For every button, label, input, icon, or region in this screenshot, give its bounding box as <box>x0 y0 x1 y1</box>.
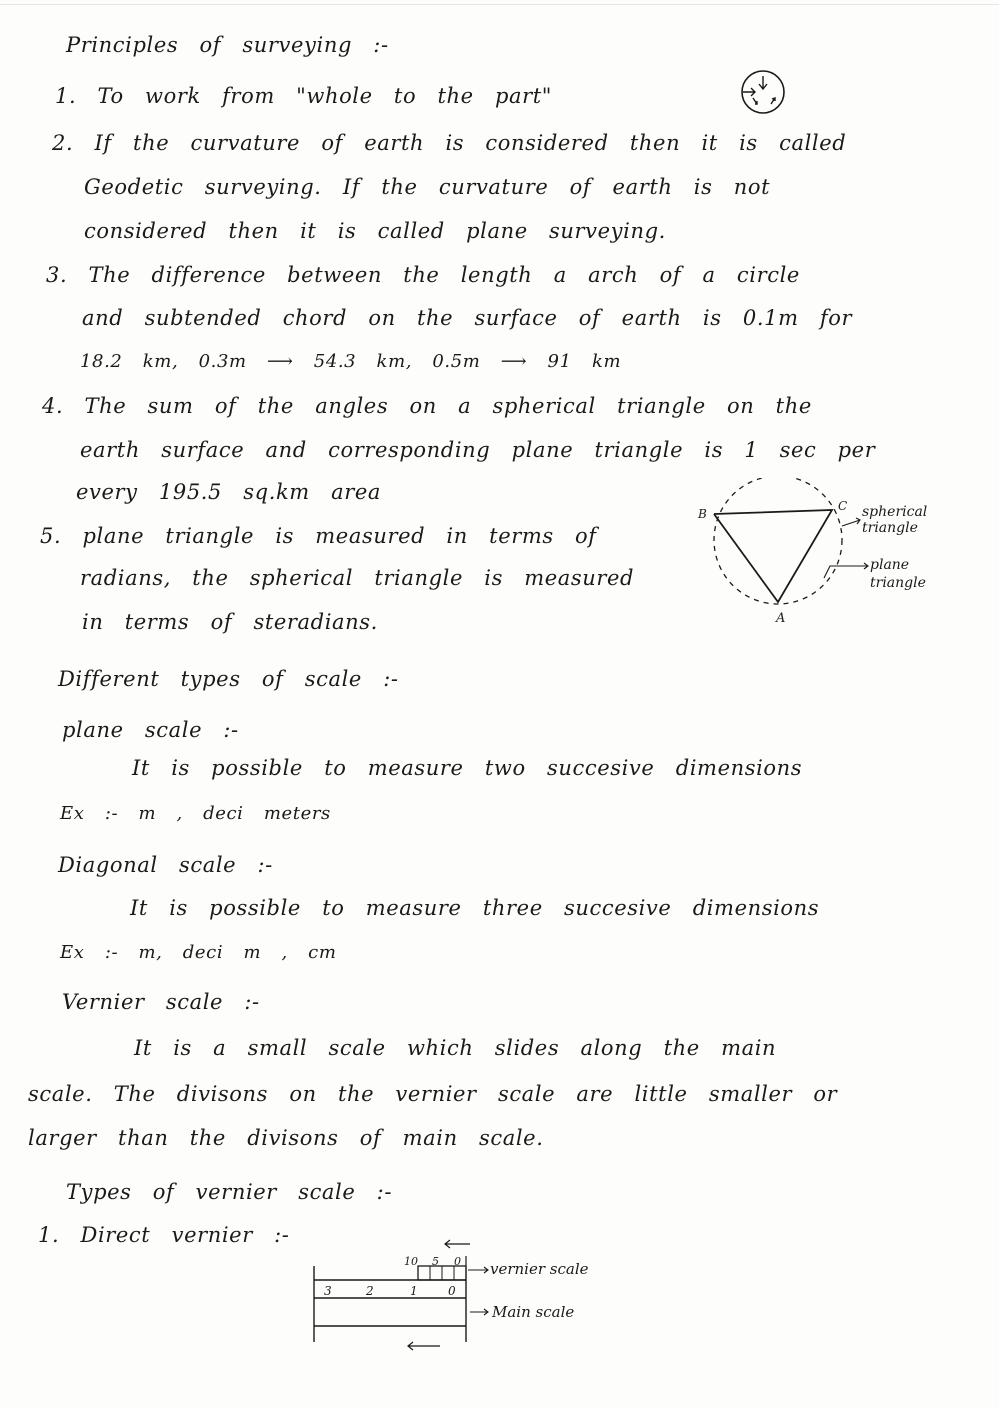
vernier-types-heading: Types of vernier scale :- <box>66 1180 393 1204</box>
diagonal-scale-example: Ex :- m, deci m , cm <box>60 942 337 963</box>
vernier-scale-line-1: It is a small scale which slides along the main <box>134 1036 777 1060</box>
direct-vernier-heading: 1. Direct vernier :- <box>38 1223 290 1247</box>
vertex-a-label: A <box>776 611 786 626</box>
vertex-c-label: C <box>838 499 848 513</box>
diagonal-scale-heading: Diagonal scale :- <box>58 853 273 877</box>
vernier-tick-5: 5 <box>432 1255 439 1268</box>
principle-3-line-3: 18.2 km, 0.3m ⟶ 54.3 km, 0.5m ⟶ 91 km <box>80 351 622 372</box>
scales-heading: Different types of scale :- <box>58 667 399 691</box>
spherical-triangle-label: spherical triangle <box>862 504 928 536</box>
plane-triangle-lines <box>714 510 832 602</box>
principle-5-line-2: radians, the spherical triangle is measured <box>80 566 635 590</box>
arrow-main-label <box>470 1309 488 1315</box>
arrow-spherical <box>842 518 860 526</box>
main-tick-2: 2 <box>366 1284 374 1298</box>
principle-2-line-1: 2. If the curvature of earth is considered then it is called <box>52 131 847 155</box>
principle-3-line-2: and subtended chord on the surface of earth is 0.1m for <box>82 306 853 330</box>
plane-scale-text: It is possible to measure two succesive dimensions <box>132 756 803 780</box>
page-top-edge <box>0 4 999 5</box>
main-scale-label: Main scale <box>492 1303 575 1321</box>
slide-arrow-bottom <box>408 1342 440 1350</box>
principle-4-line-1: 4. The sum of the angles on a spherical triangle on the <box>42 394 812 418</box>
main-tick-3: 3 <box>324 1284 332 1298</box>
diagonal-scale-text: It is possible to measure three succesive dimensions <box>130 896 820 920</box>
main-tick-1: 1 <box>410 1284 418 1298</box>
plane-triangle-label: plane triangle <box>870 557 926 591</box>
whole-to-part-icon <box>733 68 793 118</box>
principle-4-line-3: every 195.5 sq.km area <box>76 480 382 504</box>
plane-scale-heading: plane scale :- <box>62 718 239 742</box>
vernier-scale-line-2: scale. The divisons on the vernier scale are little smaller or <box>28 1082 838 1106</box>
principle-5-line-1: 5. plane triangle is measured in terms of <box>40 524 597 548</box>
main-scale-body <box>314 1266 466 1342</box>
main-tick-0: 0 <box>448 1284 456 1298</box>
plane-scale-example: Ex :- m , deci meters <box>60 803 331 824</box>
vernier-scale-diagram <box>300 1236 620 1356</box>
vernier-scale-line-3: larger than the divisons of main scale. <box>28 1126 544 1150</box>
vernier-tick-0: 0 <box>454 1255 461 1268</box>
slide-arrow-top <box>445 1240 470 1248</box>
vernier-scale-heading: Vernier scale :- <box>62 990 260 1014</box>
vertex-b-label: B <box>698 507 707 521</box>
principle-2-line-3: considered then it is called plane surveying. <box>84 219 666 243</box>
principle-1: 1. To work from "whole to the part" <box>55 84 553 108</box>
principle-5-line-3: in terms of steradians. <box>82 610 378 634</box>
page-title: Principles of surveying :- <box>66 33 389 57</box>
principle-2-line-2: Geodetic surveying. If the curvature of earth is not <box>84 175 771 199</box>
vernier-tick-10: 10 <box>404 1255 418 1268</box>
spherical-triangle-diagram <box>690 478 960 628</box>
arrow-plane <box>824 563 868 578</box>
vernier-scale-label: vernier scale <box>490 1260 589 1278</box>
principle-3-line-1: 3. The difference between the length a arch of a circle <box>46 263 800 287</box>
arrow-vernier-label <box>468 1267 488 1273</box>
principle-4-line-2: earth surface and corresponding plane triangle is 1 sec per <box>80 438 876 462</box>
